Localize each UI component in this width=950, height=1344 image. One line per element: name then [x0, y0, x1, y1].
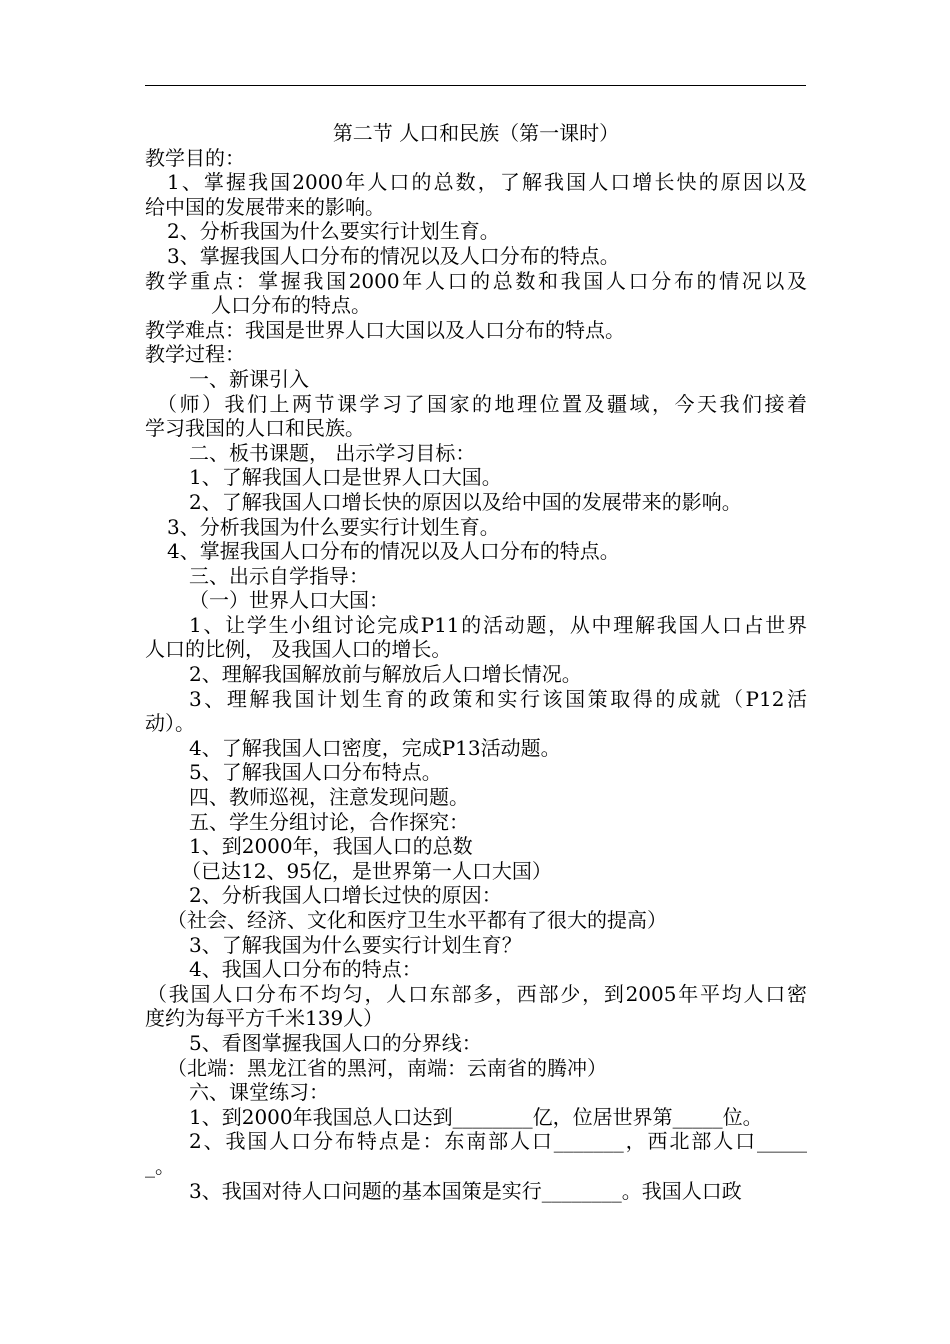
- text-line: 5、看图掌握我国人口的分界线：: [189, 1030, 482, 1055]
- text-line: 3、我国对待人口问题的基本国策是实行________。我国人口政: [189, 1178, 742, 1203]
- text-line: 人口分布的特点。: [211, 293, 371, 318]
- text-line: 4、我国人口分布的特点：: [189, 957, 422, 982]
- text-line: 4、了解我国人口密度，完成P13活动题。: [189, 735, 561, 760]
- text-line: 2、我国人口分布特点是：东南部人口_______，西北部人口_____: [189, 1129, 807, 1154]
- text-line: 教学目的：: [145, 145, 245, 170]
- text-line: 学习我国的人口和民族。: [145, 416, 365, 441]
- text-line: 1、了解我国人口是世界人口大国。: [189, 465, 502, 490]
- section-title: 第二节 人口和民族（第一课时）: [332, 121, 620, 145]
- text-line: 1、掌握我国2000年人口的总数，了解我国人口增长快的原因以及: [167, 170, 807, 195]
- text-line: 五、学生分组讨论，合作探究：: [189, 809, 469, 834]
- text-line: 2、理解我国解放前与解放后人口增长情况。: [189, 662, 582, 687]
- text-line: 4、掌握我国人口分布的情况以及人口分布的特点。: [167, 539, 620, 564]
- text-line: 六、课堂练习：: [189, 1080, 329, 1105]
- text-line: 1、到2000年我国总人口达到________亿，位居世界第_____位。: [189, 1104, 763, 1129]
- text-line: 一、新课引入: [189, 366, 309, 391]
- text-line: 2、了解我国人口增长快的原因以及给中国的发展带来的影响。: [189, 489, 742, 514]
- text-line: 3、掌握我国人口分布的情况以及人口分布的特点。: [167, 243, 620, 268]
- text-line: （一）世界人口大国：: [189, 588, 389, 613]
- text-line: 2、分析我国人口增长过快的原因：: [189, 883, 502, 908]
- text-line: 给中国的发展带来的影响。: [145, 194, 385, 219]
- text-line: 1、让学生小组讨论完成P11的活动题，从中理解我国人口占世界: [189, 612, 807, 637]
- text-line: _。: [145, 1153, 175, 1178]
- text-line: 人口的比例， 及我国人口的增长。: [145, 637, 452, 662]
- text-line: 教学难点：我国是世界人口大国以及人口分布的特点。: [145, 317, 625, 342]
- text-line: （我国人口分布不均匀，人口东部多，西部少，到2005年平均人口密: [147, 981, 807, 1006]
- text-line: 教学重点：掌握我国2000年人口的总数和我国人口分布的情况以及: [145, 268, 807, 293]
- text-line: 2、分析我国为什么要实行计划生育。: [167, 219, 500, 244]
- text-line: 5、了解我国人口分布特点。: [189, 760, 442, 785]
- text-line: （师）我们上两节课学习了国家的地理位置及疆域，今天我们接着: [157, 391, 807, 416]
- text-line: （北端：黑龙江省的黑河，南端：云南省的腾冲）: [167, 1055, 607, 1080]
- text-line: 3、了解我国为什么要实行计划生育？: [189, 932, 522, 957]
- text-line: （社会、经济、文化和医疗卫生水平都有了很大的提高）: [167, 908, 667, 932]
- header-rule: [145, 85, 806, 86]
- text-line: （已达12、95亿，是世界第一人口大国）: [181, 858, 552, 883]
- document-body: [145, 121, 807, 1203]
- text-line: 3、分析我国为什么要实行计划生育。: [167, 514, 500, 539]
- text-line: 3、理解我国计划生育的政策和实行该国策取得的成就（P12活: [189, 686, 807, 711]
- text-line: 三、出示自学指导：: [189, 563, 369, 588]
- text-line: 四、教师巡视，注意发现问题。: [189, 785, 469, 810]
- text-line: 教学过程：: [145, 342, 245, 367]
- text-line: 度约为每平方千米139人）: [145, 1006, 384, 1031]
- text-line: 动）。: [145, 711, 195, 736]
- text-line: 二、板书课题， 出示学习目标：: [189, 440, 476, 465]
- text-line: 1、到2000年，我国人口的总数: [189, 834, 473, 859]
